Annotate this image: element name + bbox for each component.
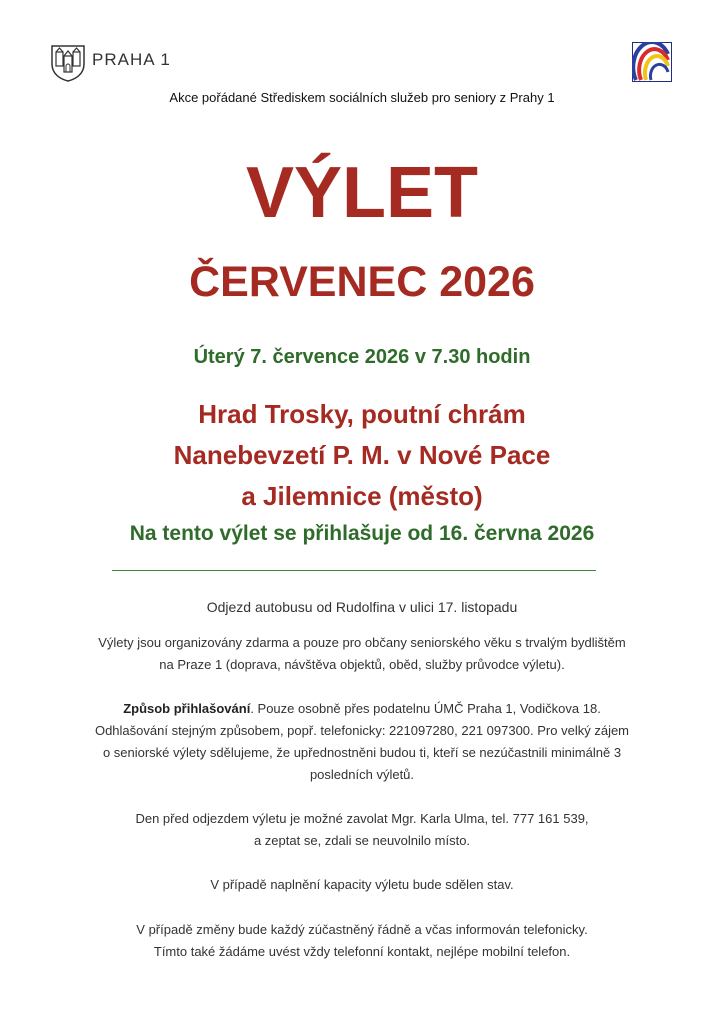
destination-line-2: Nanebevzetí P. M. v Nové Pace (173, 440, 551, 470)
registration-lead: Způsob přihlašování (123, 701, 251, 716)
registration-text-line-2: Odhlašování stejným způsobem, popř. telefonicky: 221097280, 221 097300. Pro velký zájem (94, 723, 630, 738)
page-title: VÝLET (245, 153, 479, 233)
registration-text-line-1 (0, 698, 724, 720)
departure-info: Odjezd autobusu od Rudolfina v ulici 17. listopadu (206, 599, 518, 615)
registration-text-line-4: posledních výletů. (309, 767, 415, 782)
contact-text-line-1: Den před odjezdem výletu je možné zavolat Mgr. Karla Ulma, tel. 777 161 539, (135, 811, 589, 826)
trip-date: Úterý 7. července 2026 v 7.30 hodin (193, 346, 531, 368)
month-heading: ČERVENEC 2026 (189, 258, 535, 306)
registration-text-rest: . Pouze osobně přes podatelnu ÚMČ Praha 1, Vodičkova 18. (250, 701, 601, 716)
contact-text-line-2: a zeptat se, zdali se neuvolnilo místo. (253, 833, 471, 848)
eligibility-text-line-2: na Praze 1 (doprava, návštěva objektů, oběd, služby průvodce výletu). (159, 657, 565, 672)
capacity-text: V případě naplnění kapacity výletu bude sdělen stav. (210, 877, 514, 892)
signup-date: Na tento výlet se přihlašuje od 16. června 2026 (129, 522, 595, 545)
destination-line-1: Hrad Trosky, poutní chrám (198, 399, 526, 429)
divider (112, 570, 596, 571)
rainbow-logo (632, 42, 672, 82)
praha1-logo-text: PRAHA 1 (92, 50, 171, 69)
change-notice-line-2: Tímto také žádáme uvést vždy telefonní kontakt, nejlépe mobilní telefon. (153, 944, 571, 959)
registration-text-line-3: o seniorské výlety sdělujeme, že upřednostněni budou ti, kteří se nezúčastnili minimálně 3 (102, 745, 622, 760)
destination-line-3: a Jilemnice (město) (241, 481, 483, 511)
organizer-subtitle: Akce pořádané Střediskem sociálních služeb pro seniory z Prahy 1 (169, 90, 555, 105)
change-notice-line-1: V případě změny bude každý zúčastněný řádně a včas informován telefonicky. (136, 922, 588, 937)
praha1-coat-of-arms-logo (50, 42, 86, 82)
eligibility-text-line-1: Výlety jsou organizovány zdarma a pouze pro občany seniorského věku s trvalým bydlištěm (98, 635, 626, 650)
